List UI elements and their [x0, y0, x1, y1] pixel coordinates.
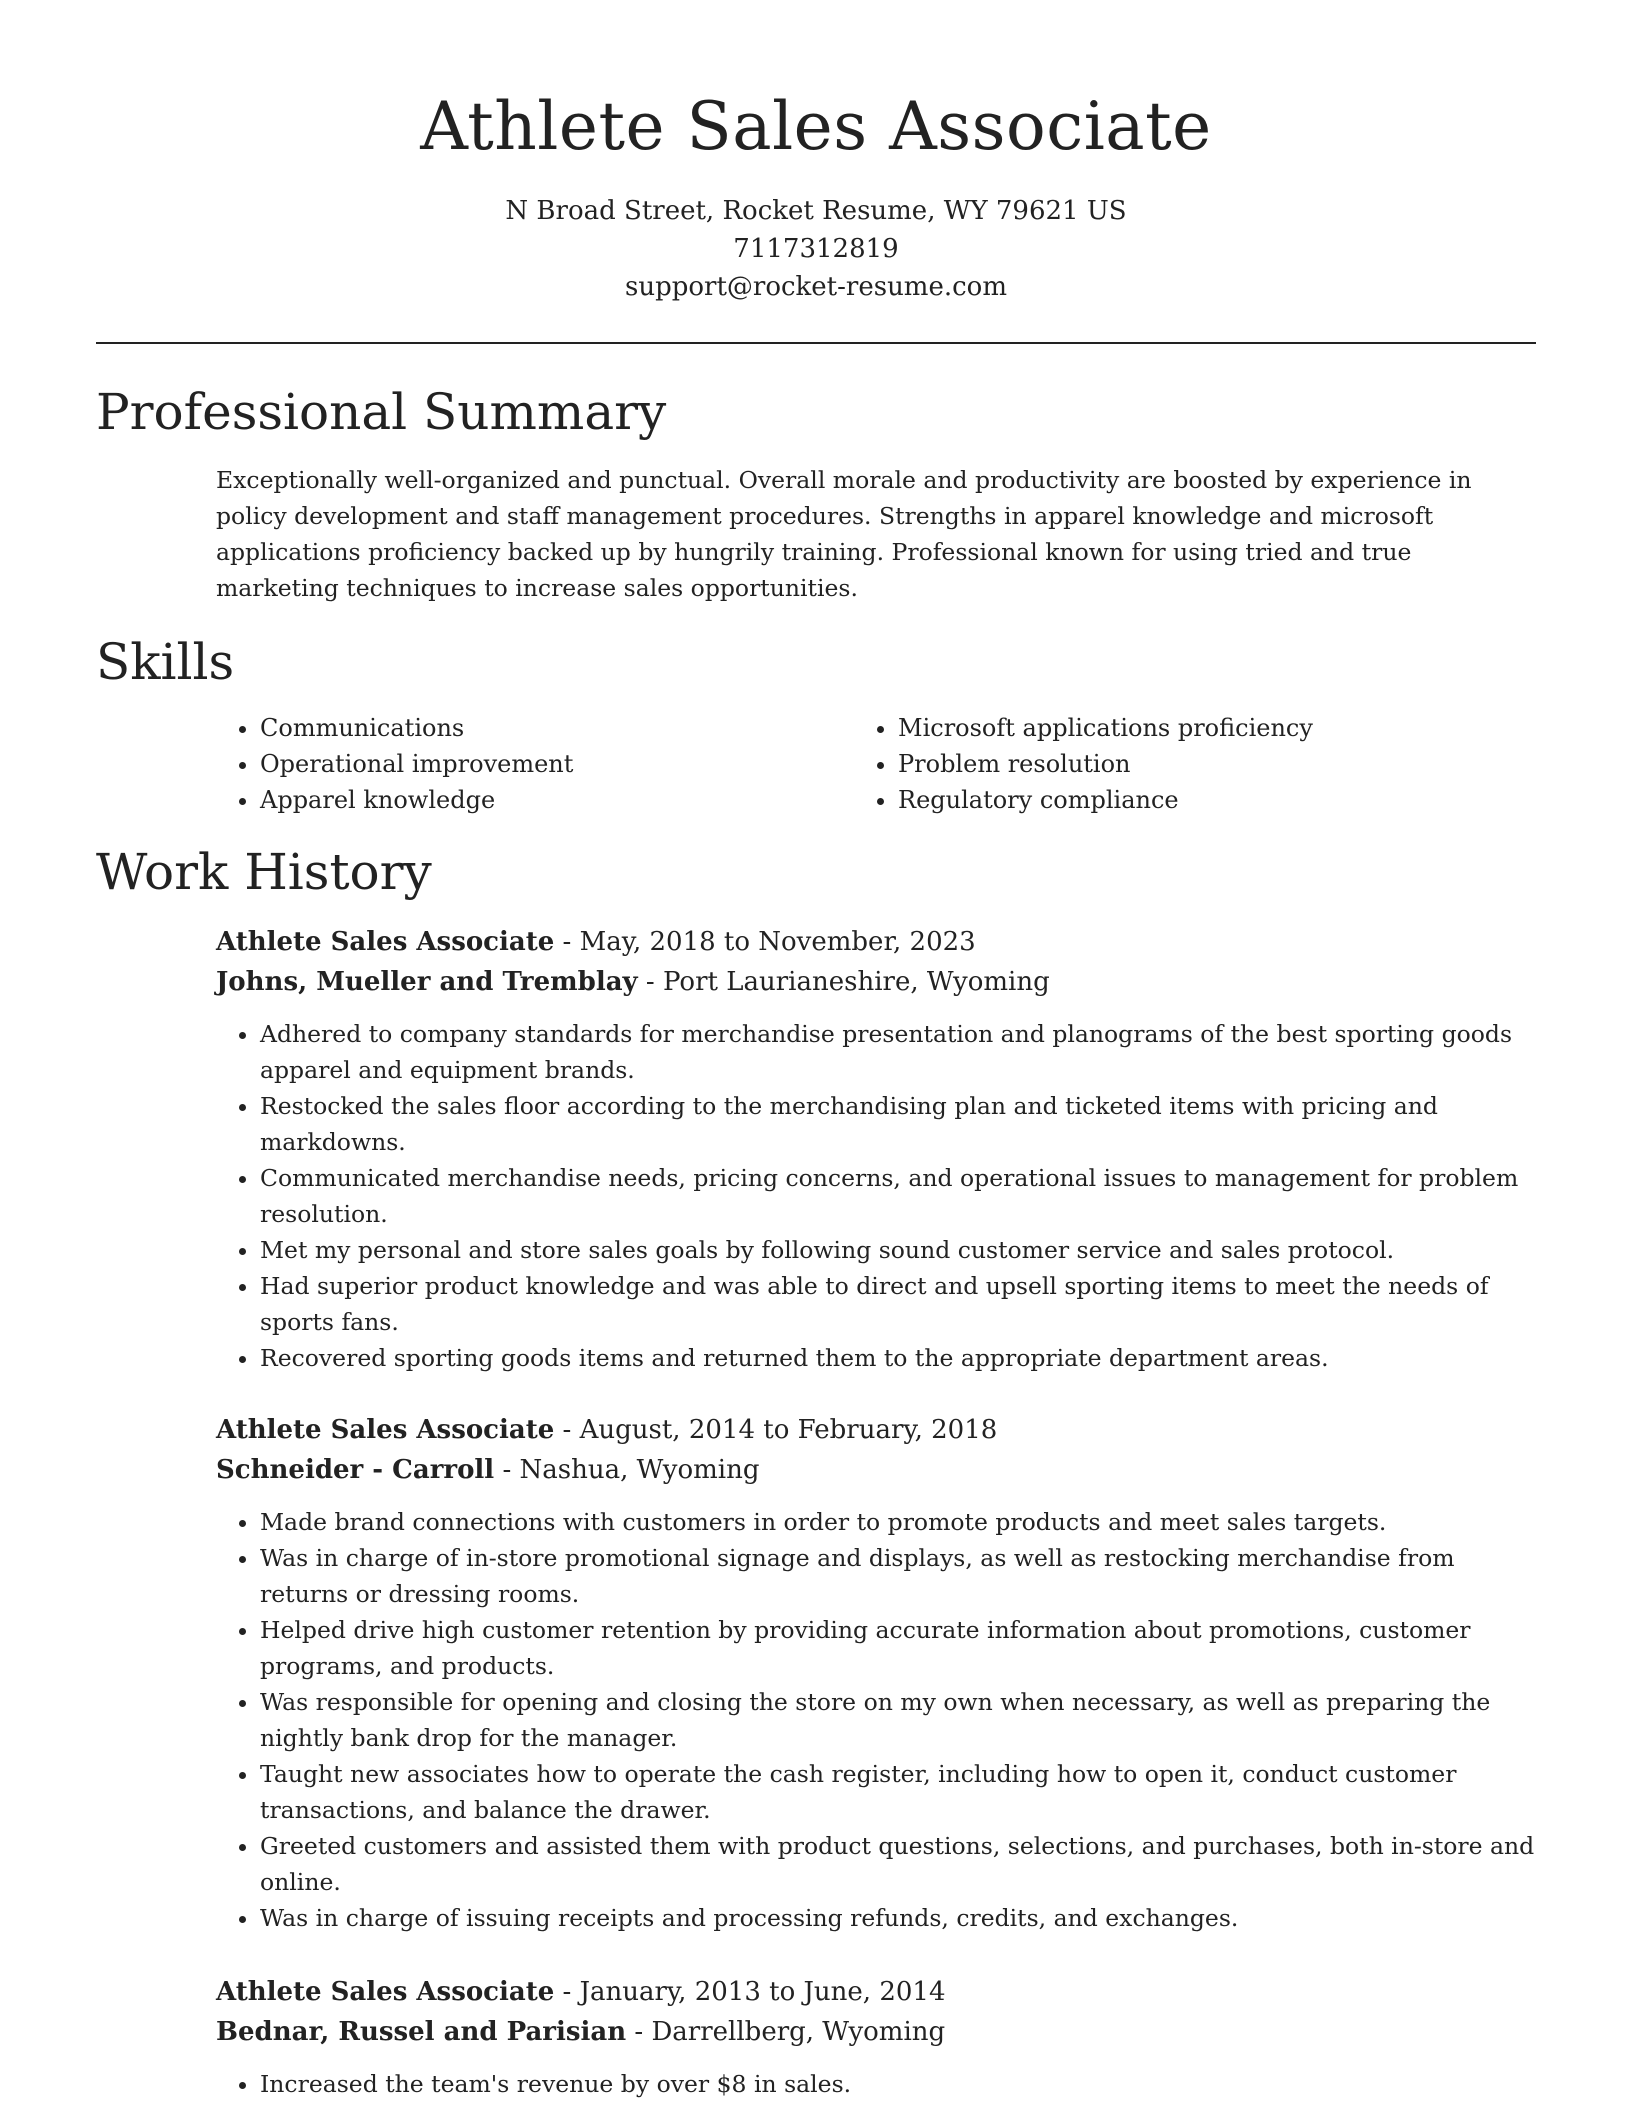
job-title-line	[216, 1972, 1536, 2012]
job-bullet: • Made brand connections with customers in order to promote products and meet sales targets.	[260, 1504, 1536, 1540]
job-bullet: • Was responsible for opening and closing the store on my own when necessary, as well as preparing the nightly bank drop for the manager.	[260, 1684, 1536, 1756]
job-title-line	[216, 1410, 1536, 1450]
job-bullet: • Communicated merchandise needs, pricing concerns, and operational issues to management for problem resolution.	[260, 1160, 1536, 1232]
skills-column-left	[216, 710, 898, 818]
job-bullet: • Was in charge of in-store promotional signage and displays, as well as restocking merchandise from returns or dressing rooms.	[260, 1540, 1536, 1612]
job-bullets	[216, 2066, 1536, 2102]
job-bullet: • Was in charge of issuing receipts and processing refunds, credits, and exchanges.	[260, 1900, 1536, 1936]
phone: 7117312819	[733, 234, 899, 264]
skills-column-right	[898, 710, 1536, 818]
job-bullet: • Helped drive high customer retention by providing accurate information about promotions, customer programs, and products.	[260, 1612, 1536, 1684]
job-location: - Port Laurianeshire, Wyoming	[637, 967, 1050, 997]
work-history-heading: Work History	[96, 843, 432, 901]
job-company: Schneider - Carroll	[216, 1455, 495, 1485]
job-bullet: • Recovered sporting goods items and returned them to the appropriate department areas.	[260, 1340, 1536, 1376]
job-entry	[216, 922, 1536, 1376]
job-entry	[216, 1972, 1536, 2102]
job-company-line	[216, 962, 1536, 1002]
job-bullet: • Met my personal and store sales goals by following sound customer service and sales protocol.	[260, 1232, 1536, 1268]
job-bullets	[216, 1016, 1536, 1376]
job-bullet: • Taught new associates how to operate the cash register, including how to open it, conduct customer transactions, and balance the drawer.	[260, 1756, 1536, 1828]
job-dates: - May, 2018 to November, 2023	[554, 927, 976, 957]
skill-item: • Problem resolution	[898, 746, 1536, 782]
skill-item: • Regulatory compliance	[898, 782, 1536, 818]
address: N Broad Street, Rocket Resume, WY 79621 US	[505, 196, 1127, 226]
job-bullets	[216, 1504, 1536, 1936]
skill-item: • Communications	[260, 710, 898, 746]
skill-item: • Apparel knowledge	[260, 782, 898, 818]
job-location: - Nashua, Wyoming	[494, 1455, 760, 1485]
job-bullet: • Greeted customers and assisted them with product questions, selections, and purchases, both in-store and online.	[260, 1828, 1536, 1900]
contact-info	[0, 192, 1632, 306]
header-divider	[96, 342, 1536, 344]
job-company-line	[216, 1450, 1536, 1490]
job-entry	[216, 1410, 1536, 1936]
job-title-line	[216, 922, 1536, 962]
job-company: Bednar, Russel and Parisian	[216, 2017, 627, 2047]
job-location: - Darrellberg, Wyoming	[626, 2017, 946, 2047]
job-company-line	[216, 2012, 1536, 2052]
skills-list	[216, 710, 1536, 818]
email: support@rocket-resume.com	[624, 272, 1007, 302]
job-bullet: • Increased the team's revenue by over $8 in sales.	[260, 2066, 1536, 2102]
job-bullet: • Restocked the sales floor according to the merchandising plan and ticketed items with pricing and markdowns.	[260, 1088, 1536, 1160]
summary-heading: Professional Summary	[96, 383, 667, 441]
job-company: Johns, Mueller and Tremblay	[216, 967, 638, 997]
job-bullet: • Adhered to company standards for merchandise presentation and planograms of the best sporting goods apparel and equipment brands.	[260, 1016, 1536, 1088]
job-title: Athlete Sales Associate	[216, 1977, 555, 2007]
job-title: Athlete Sales Associate	[216, 927, 555, 957]
summary-text: Exceptionally well-organized and punctual. Overall morale and productivity are boosted by experience in policy development and staff management procedures. Strengths in apparel knowledge and microsoft applications proficiency backed up by hungrily training. Professional known for using tried and true marketing techniques to increase sales opportunities.	[216, 466, 1472, 602]
resume-header	[0, 0, 1632, 306]
job-title: Athlete Sales Associate	[216, 1415, 555, 1445]
skill-item: • Microsoft applications proficiency	[898, 710, 1536, 746]
job-bullet: • Had superior product knowledge and was able to direct and upsell sporting items to meet the needs of sports fans.	[260, 1268, 1536, 1340]
candidate-name: Athlete Sales Associate	[420, 88, 1212, 165]
skill-item: • Operational improvement	[260, 746, 898, 782]
job-dates: - January, 2013 to June, 2014	[554, 1977, 946, 2007]
skills-heading: Skills	[96, 633, 235, 691]
job-dates: - August, 2014 to February, 2018	[554, 1415, 998, 1445]
